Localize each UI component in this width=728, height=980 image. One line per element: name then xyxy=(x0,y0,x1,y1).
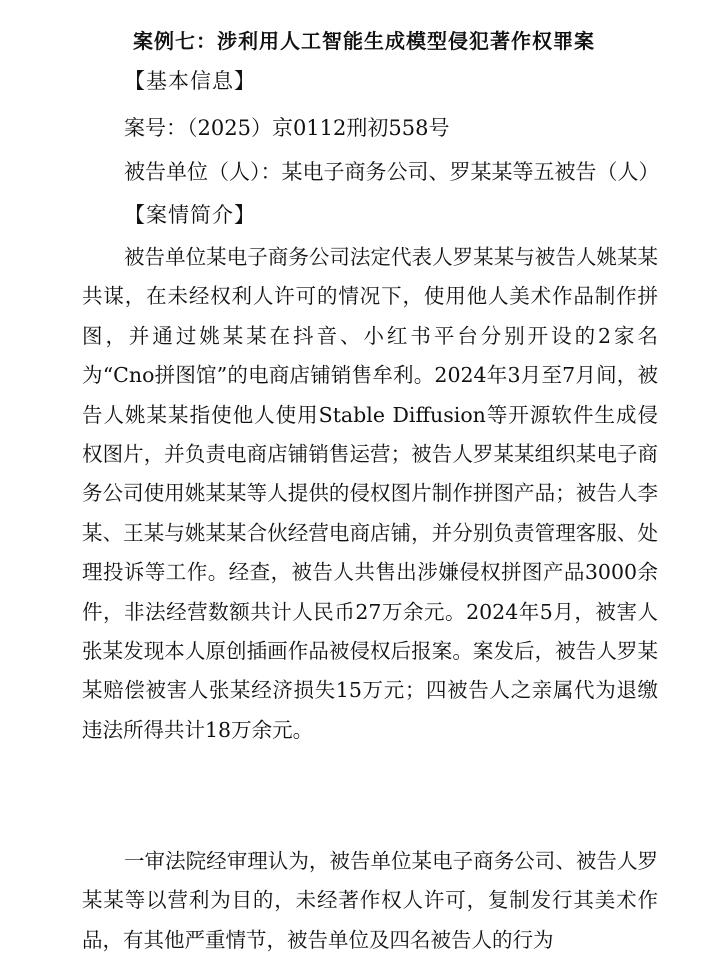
basic-info-heading: 【基本信息】 xyxy=(124,69,256,93)
summary-heading: 【案情简介】 xyxy=(124,203,256,227)
defendants-line: 被告单位（人）：某电子商务公司、罗某某等五被告（人） xyxy=(124,160,660,184)
first-instance-paragraph: 一审法院经审理认为，被告单位某电子商务公司、被告人罗某某等以营利为目的，未经著作权人许可，复制发行其美术作品，有其他严重情节，被告单位及四名被告人的行为 xyxy=(82,849,658,952)
case-title: 案例七：涉利用人工智能生成模型侵犯著作权罪案 xyxy=(133,29,595,53)
case-number: 案号：（2025）京0112刑初558号 xyxy=(124,116,450,140)
case-summary-paragraph: 被告单位某电子商务公司法定代表人罗某某与被告人姚某某共谋，在未经权利人许可的情况下，使用他人美术作品制作拼图，并通过姚某某在抖音、小红书平台分别开设的2家名为“Cno拼图馆”的电商店铺销售牟利。2024年3月至7月间，被告人姚某某指使他人使用Stable Diffusion等开源软件生成侵权图片，并负责电商店铺销售运营；被告人罗某某组织某电子商务公司使用姚某某等人提供的侵权图片制作拼图产品；被告人李某、王某与姚某某合伙经营电商店铺，并分别负责管理客服、处理投诉等工作。经查，被告人共售出涉嫌侵权拼图产品3000余件，非法经营数额共计人民币27万余元。2024年5月，被害人张某发现本人原创插画作品被侵权后报案。案发后，被告人罗某某赔偿被害人张某经济损失15万元；四被告人之亲属代为退缴违法所得共计18万余元。 xyxy=(82,245,658,742)
